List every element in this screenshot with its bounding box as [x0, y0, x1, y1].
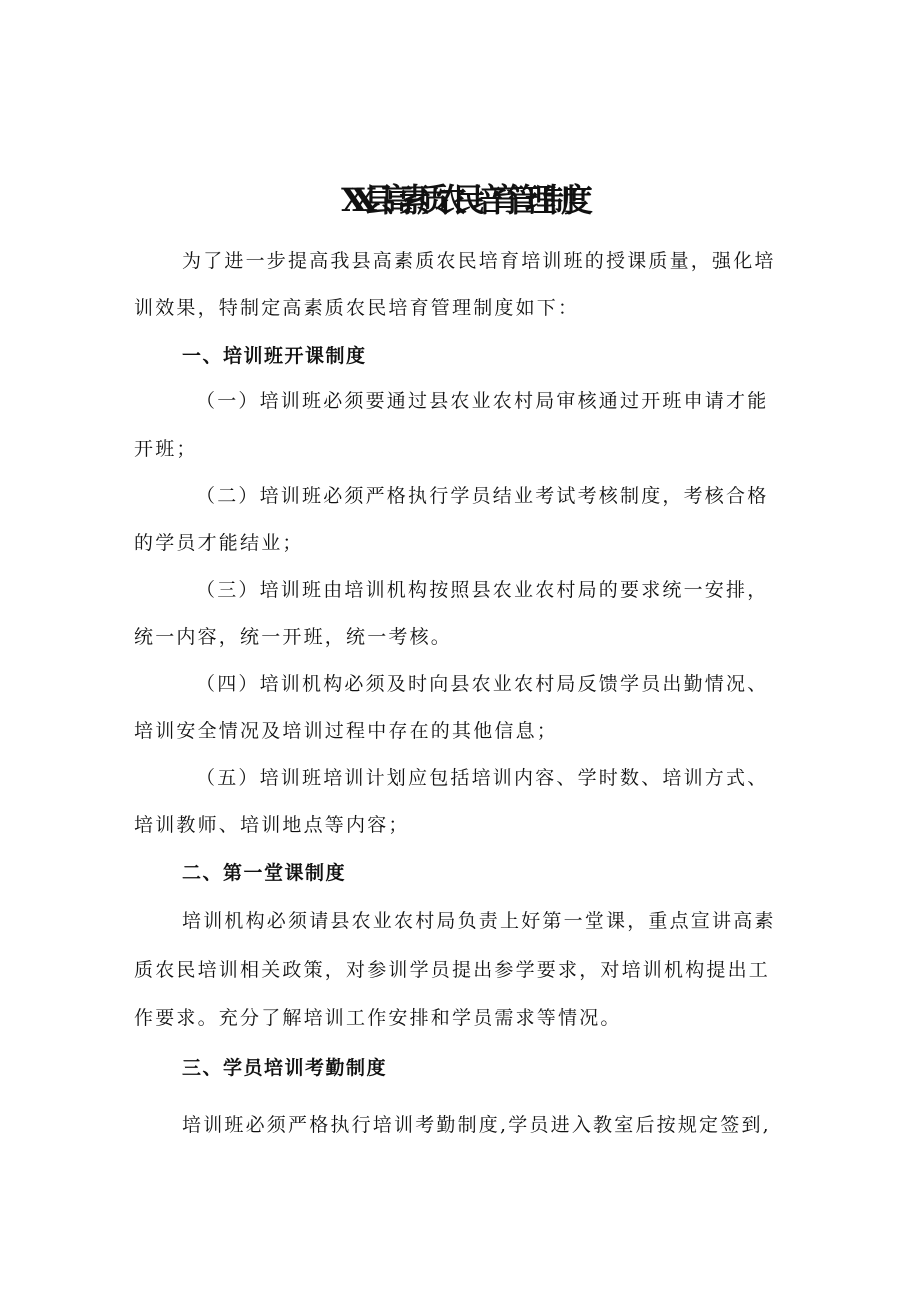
intro-line-2: 训效果，特制定高素质农民培育管理制度如下：	[134, 297, 580, 319]
section-1-item-2-line-2: 的学员才能结业；	[134, 532, 304, 554]
section-2-line-2: 质农民培训相关政策，对参训学员提出参学要求，对培训机构提出工	[134, 959, 771, 981]
document-title: XX县高素质农民培育管理制度	[341, 181, 579, 219]
section-1-item-5-line-1: （五）培训班培训计划应包括培训内容、学时数、培训方式、	[196, 767, 769, 789]
section-1-item-4-line-2: 培训安全情况及培训过程中存在的其他信息；	[134, 720, 559, 742]
section-1-item-3-line-1: （三）培训班由培训机构按照县农业农村局的要求统一安排，	[196, 579, 769, 601]
section-3-heading: 三、学员培训考勤制度	[182, 1057, 388, 1079]
section-1-item-2-line-1: （二）培训班必须严格执行学员结业考试考核制度，考核合格	[196, 485, 769, 507]
section-1-item-1-line-1: （一）培训班必须要通过县农业农村局审核通过开班申请才能	[196, 390, 769, 412]
section-1-item-5-line-2: 培训教师、培训地点等内容；	[134, 814, 410, 836]
section-3-line-1: 培训班必须严格执行培训考勤制度,学员进入教室后按规定签到,	[182, 1114, 771, 1136]
section-1-item-3-line-2: 统一内容，统一开班，统一考核。	[134, 626, 453, 648]
section-1-item-1-line-2: 开班；	[134, 438, 198, 460]
section-1-heading: 一、培训班开课制度	[182, 345, 367, 367]
section-2-heading: 二、第一堂课制度	[182, 862, 347, 884]
intro-line-1: 为了进一步提高我县高素质农民培育培训班的授课质量，强化培	[182, 250, 776, 272]
section-1-item-4-line-1: （四）培训机构必须及时向县农业农村局反馈学员出勤情况、	[196, 673, 769, 695]
section-2-line-1: 培训机构必须请县农业农村局负责上好第一堂课，重点宣讲高素	[182, 910, 776, 932]
section-2-line-3: 作要求。充分了解培训工作安排和学员需求等情况。	[134, 1007, 622, 1029]
